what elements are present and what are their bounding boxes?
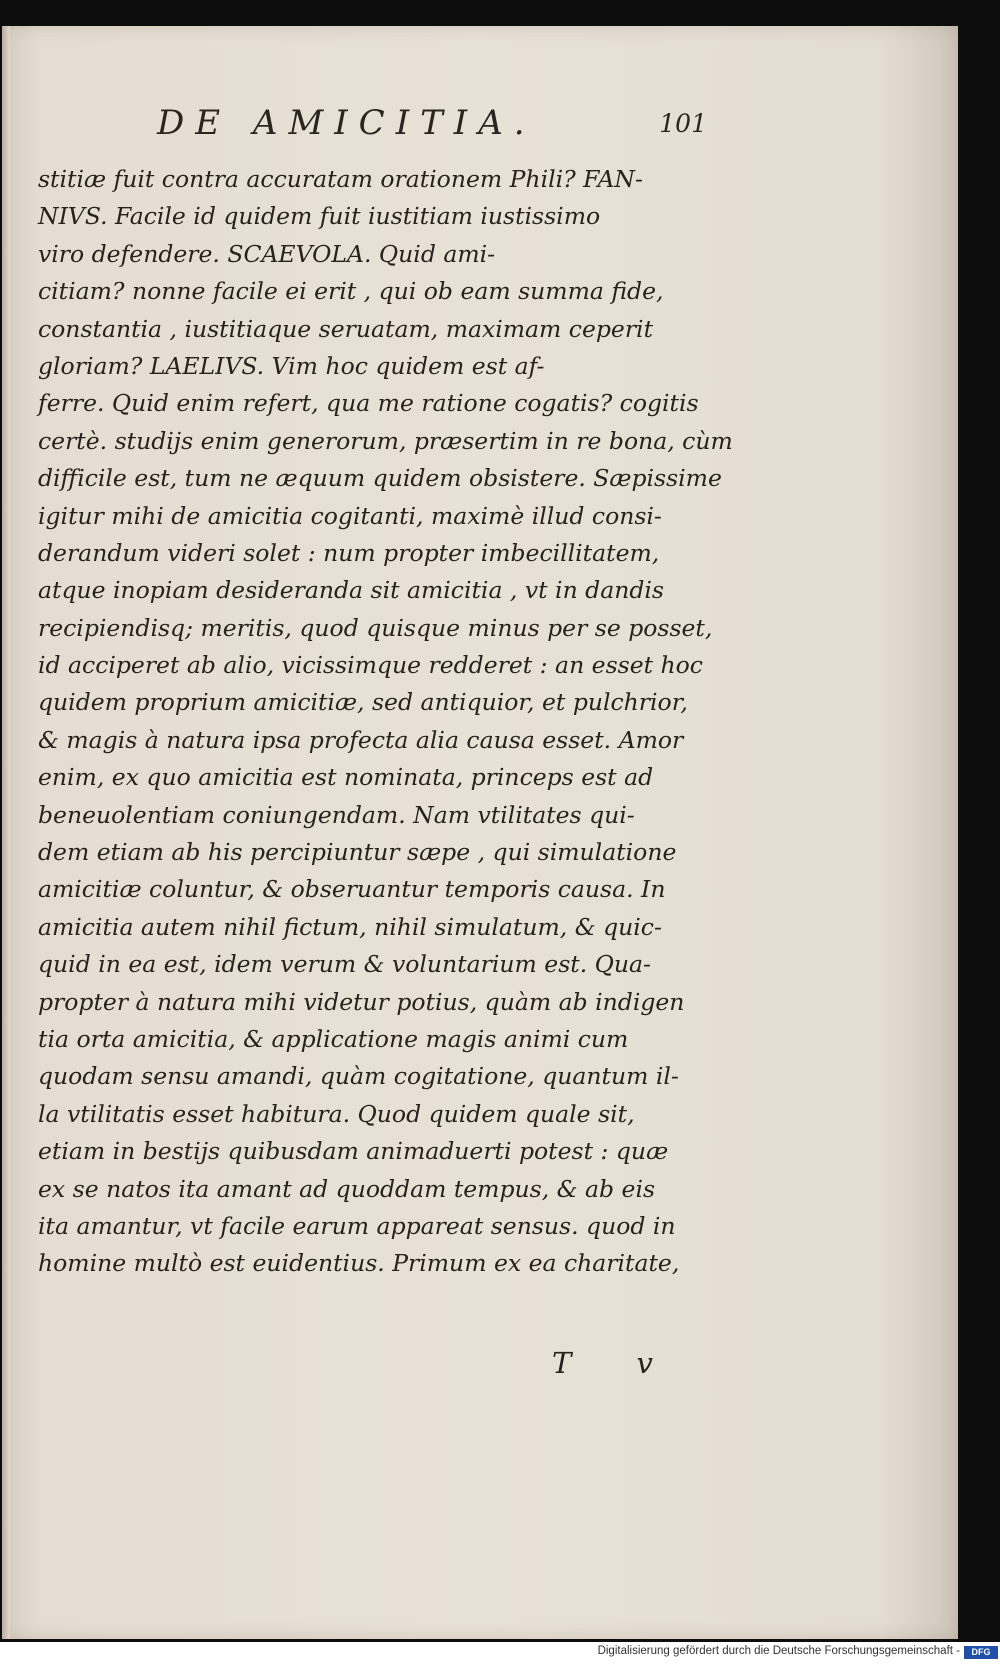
text-line: tia orta amicitia, & applicatione magis animi cum — [38, 1024, 629, 1053]
text-line: igitur mihi de amicitia cogitanti, maximè illud consi- — [38, 501, 662, 530]
text-line: la vtilitatis esset habitura. Quod quidem quale sit, — [38, 1099, 635, 1128]
text-line: & magis à natura ipsa profecta alia causa esset. Amor — [38, 725, 684, 754]
text-line: quidem proprium amicitiæ, sed antiquior, et pulchrior, — [38, 688, 688, 717]
text-line: constantia , iustitiaque seruatam, maximam ceperit — [38, 314, 654, 343]
funding-credit: Digitalisierung gefördert durch die Deutsche Forschungsgemeinschaft - — [597, 1645, 960, 1657]
text-line: enim, ex quo amicitia est nominata, princeps est ad — [38, 763, 654, 792]
text-line: citiam? nonne facile ei erit , qui ob eam summa fide, — [38, 277, 664, 306]
page-header — [157, 103, 707, 161]
text-line: ita amantur, vt facile earum appareat sensus. quod in — [38, 1211, 676, 1240]
page-edge — [2, 26, 10, 1639]
text-line: stitiæ fuit contra accuratam orationem Phili? FAN- — [38, 165, 643, 193]
text-line: beneuolentiam coniungendam. Nam vtilitates qui- — [38, 800, 635, 829]
text-line: ferre. Quid enim refert, qua me ratione cogatis? cogitis — [38, 389, 699, 418]
text-line: quid in ea est, idem verum & voluntarium est. Qua- — [38, 950, 651, 979]
page-number: 101 — [659, 109, 707, 138]
catchwords: T v — [552, 1346, 681, 1380]
digitization-footer — [0, 1642, 1000, 1664]
book-page — [2, 26, 958, 1639]
text-line: amicitiæ coluntur, & obseruantur temporis causa. In — [38, 875, 666, 904]
text-line: ex se natos ita amant ad quoddam tempus, & ab eis — [38, 1174, 656, 1203]
text-line: etiam in bestijs quibusdam animaduerti potest : quæ — [38, 1137, 669, 1166]
text-line: propter à natura mihi videtur potius, quàm ab indigen — [38, 987, 685, 1016]
text-line: NIVS. Facile id quidem fuit iustitiam iustissimo — [38, 202, 601, 231]
text-line: quodam sensu amandi, quàm cogitatione, quantum il- — [38, 1062, 679, 1091]
dfg-logo: DFG — [964, 1646, 998, 1659]
text-line: dem etiam ab his percipiuntur sæpe , qui simulatione — [38, 838, 677, 867]
text-line: viro defendere. SCAEVOLA. Quid ami- — [38, 239, 496, 268]
text-line: atque inopiam desideranda sit amicitia , vt in dandis — [38, 576, 664, 605]
text-line: gloriam? LAELIVS. Vim hoc quidem est af- — [38, 351, 545, 380]
text-line: difficile est, tum ne æquum quidem obsistere. Sæpissime — [38, 464, 722, 493]
text-line: homine multò est euidentius. Primum ex ea charitate, — [38, 1249, 680, 1278]
text-line: recipiendisq; meritis, quod quisque minus per se posset, — [38, 613, 713, 642]
text-line: derandum videri solet : num propter imbecillitatem, — [38, 538, 660, 567]
text-line: amicitia autem nihil fictum, nihil simulatum, & quic- — [38, 912, 662, 941]
running-title: DE AMICITIA. — [157, 103, 536, 143]
text-line: id acciperet ab alio, vicissimque redderet : an esset hoc — [38, 651, 703, 680]
body-text — [38, 161, 733, 1283]
text-line: certè. studijs enim generorum, præsertim in re bona, cùm — [38, 426, 733, 455]
